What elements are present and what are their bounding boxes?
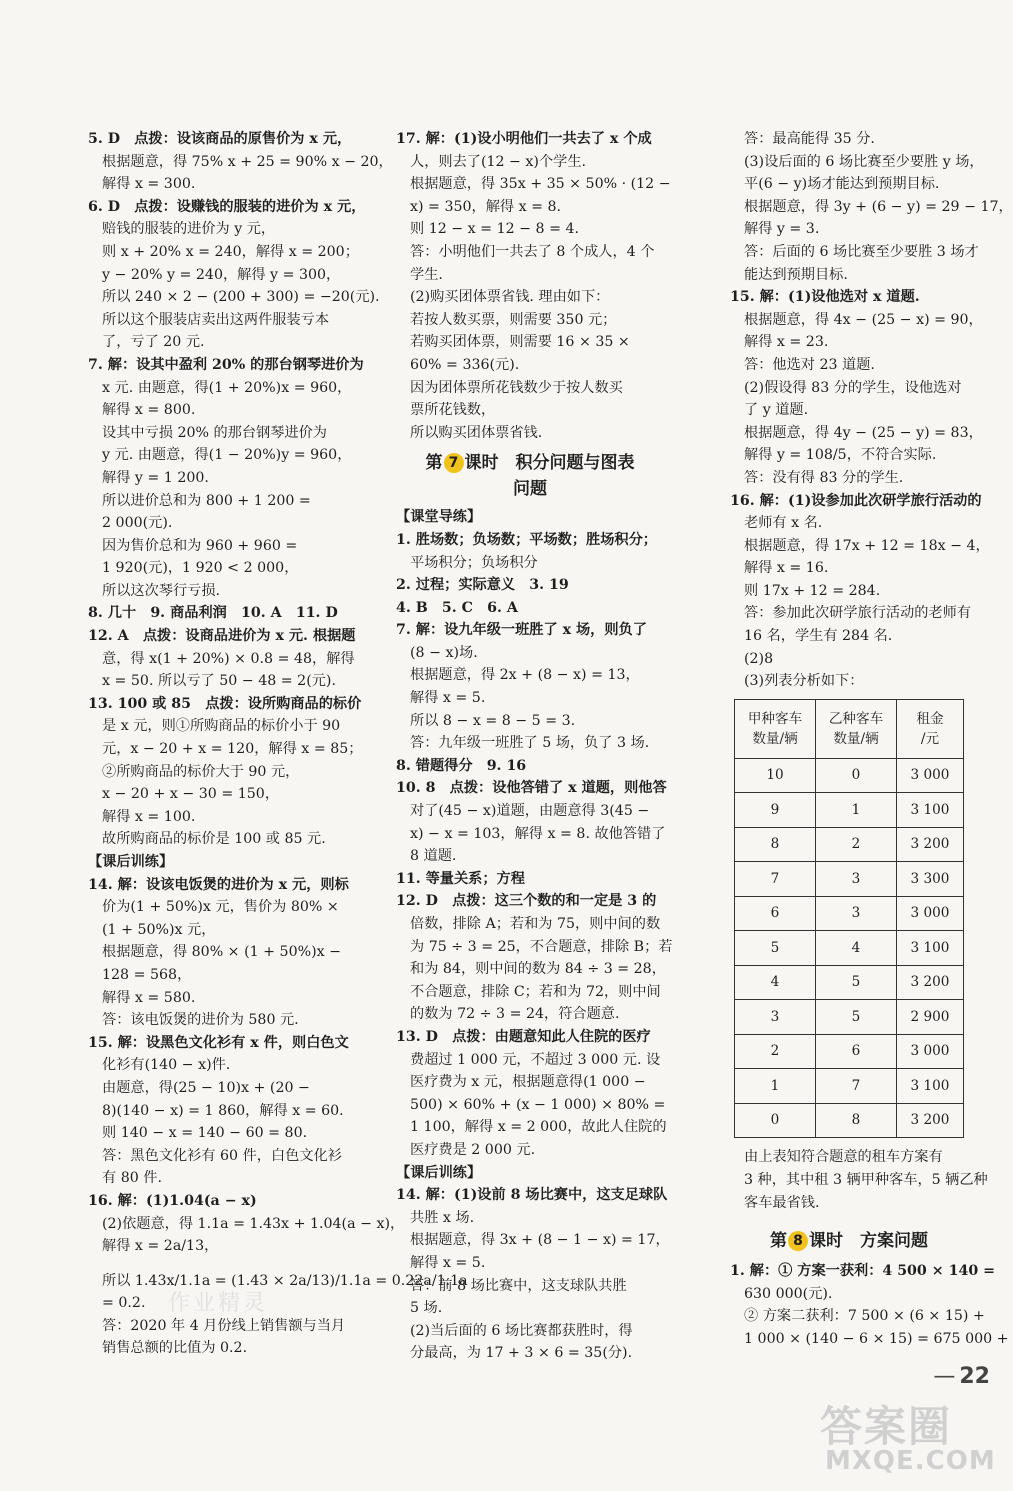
table-cell: 3 100 [897,931,964,966]
text-line: 若购买团体票，则需要 16 × 35 × [410,334,630,351]
text-line: 【课后训练】 [88,854,174,870]
text-line: 解得 x = 5. [410,1254,486,1271]
text-line: 10. 8 点拨：设他答错了 x 道题，则他答 [396,780,667,797]
text-line: 分最高，为 17 + 3 × 6 = 35(分). [410,1345,633,1362]
text-line: 因为售价总和为 960 + 960 = [102,537,298,554]
table-cell: 5 [816,1000,897,1035]
text-line: 所以进价总和为 800 + 1 200 = [102,492,311,509]
table-row [735,758,964,793]
answer-column-3 [730,128,1013,1351]
text-line: 解得 x = 300. [102,176,196,193]
text-line: 有 80 件. [102,1170,162,1187]
text-line: 2. 过程；实际意义 3. 19 [396,577,569,594]
table-cell: 0 [816,758,897,793]
brand-watermark: 答案圈 [820,1402,953,1451]
text-line: (3)列表分析如下： [744,673,864,690]
text-line: 销售总额的比值为 0.2. [102,1340,248,1357]
text-line: 根据题意，得 3y + (6 − y) = 29 − 17， [744,198,1013,215]
text-line: 根据题意，得 35x + 35 × 50% · (12 − [410,176,671,193]
text-line: 答：后面的 6 场比赛至少要胜 3 场才 [744,243,979,260]
text-line: 【课后训练】 [396,1164,482,1181]
text-line: 1 000 × (140 − 6 × 15) = 675 000 + [744,1330,1009,1347]
table-cell: 7 [735,862,816,897]
text-line: 解得 x = 16. [744,560,829,577]
text-line: 答：九年级一班胜了 5 场，负了 3 场. [410,735,650,752]
text-line: 根据题意，得 17x + 12 = 18x − 4， [744,537,990,554]
text-line: 8. 错题得分 9. 16 [396,757,527,774]
text-line: 设其中亏损 20% 的那台钢琴进价为 [102,424,327,441]
table-row [735,1000,964,1035]
text-line: 6. D 点拨：设赚钱的服装的进价为 x 元， [88,198,366,215]
text-line: 所以 1.43x/1.1a = (1.43 × 2a/13)/1.1a = 0.22a/1.1a [102,1272,468,1289]
text-line: 不合题意，排除 C；若和为 72，则中间 [410,983,661,1000]
text-line: 解得 x = 5. [410,690,486,707]
text-line: 为 75 ÷ 3 = 25，不合题意，排除 B；若 [410,938,673,955]
lesson-prefix: 第 [425,453,443,474]
lesson-title: 课时 方案问题 [809,1231,928,1252]
text-line: 15. 解：(1)设他选对 x 道题. [730,289,920,306]
text-line: 答：参加此次研学旅行活动的老师有 [744,605,972,622]
text-line [88,1258,356,1270]
page-number-value: 22 [959,1364,990,1389]
text-line: 14. 解：设该电饭煲的进价为 x 元，则标 [88,876,349,893]
table-cell: 8 [735,827,816,862]
text-line: x) = 350，解得 x = 8. [410,198,562,215]
lesson-prefix: 第 [770,1231,787,1252]
text-line: ② 方案二获利：7 500 × (6 × 15) + [744,1308,985,1325]
text-line: 答：他选对 23 道题. [744,356,875,373]
text-line: 17. 解：(1)设小明他们一共去了 x 个成 [396,131,652,147]
text-line: ②所购商品的标价大于 90 元， [102,763,300,780]
text-line: 7. 解：设其中盈利 20% 的那台钢琴进价为 [88,356,364,373]
text-line: 共胜 x 场. [410,1209,475,1226]
text-line: (2)假设得 83 分的学生，设他选对 [744,379,962,396]
text-line: = 0.2. [102,1295,146,1312]
table-row [735,965,964,1000]
text-line: 由题意，得(25 − 10)x + (20 − [102,1079,310,1096]
text-line: 8. 几十 9. 商品利润 10. A 11. D [88,605,338,622]
text-line: 所以 240 × 2 − (200 + 300) = −20(元). [102,289,380,306]
table-cell: 2 [816,827,897,862]
text-line: (1 + 50%)x 元， [102,921,216,938]
table-cell: 5 [816,965,897,1000]
table-cell: 4 [735,965,816,1000]
table-cell: 9 [735,793,816,828]
table-header-cell: 乙种客车 数量/辆 [816,699,897,758]
text-line: 意，得 x(1 + 20%) × 0.8 = 48，解得 [102,650,355,667]
text-line: 解得 y = 108/5，不符合实际. [744,447,937,464]
text-line: 由上表知符合题意的租车方案有 [744,1149,943,1166]
table-row [735,862,964,897]
text-line: 解得 x = 100. [102,808,196,825]
text-line: 【课堂导练】 [396,509,482,526]
text-line: 则 x + 20% x = 240，解得 x = 200； [102,243,359,260]
text-line: 和为 84，则中间的数为 84 ÷ 3 = 28， [410,961,666,978]
text-line: 630 000(元). [744,1285,833,1302]
table-cell: 2 [735,1034,816,1069]
text-line: 了 y 道题. [744,402,809,419]
table-row [735,793,964,828]
text-line: 价为(1 + 50%)x 元，售价为 80% × [102,899,339,916]
text-line: 答：该电饭煲的进价为 580 元. [102,1012,299,1029]
text-line: 2 000(元). [102,515,173,532]
text-line: 根据题意，得 4y − (25 − y) = 83， [744,424,983,441]
text-line: 1 920(元)，1 920 < 2 000， [102,560,299,577]
table-cell: 3 [735,1000,816,1035]
table-cell: 3 300 [897,862,964,897]
table-cell: 6 [735,896,816,931]
answer-block-continued [730,128,1013,693]
text-line: 解得 x = 23. [744,334,829,351]
text-line: 解得 y = 1 200. [102,469,209,486]
table-cell: 4 [816,931,897,966]
text-line: 所以 8 − x = 8 − 5 = 3. [410,712,576,729]
table-cell: 6 [816,1034,897,1069]
text-line: x 元. 由题意，得(1 + 20%)x = 960， [102,379,352,396]
text-line: 答：小明他们一共去了 8 个成人，4 个 [410,243,655,260]
table-cell: 3 100 [897,793,964,828]
text-line: 客车最省钱. [744,1194,820,1211]
lesson-8-heading [730,1228,968,1254]
text-line: 的数为 72 ÷ 3 = 24，符合题意. [410,1006,620,1023]
text-line: 128 = 568， [102,966,192,983]
text-line: 倍数，排除 A；若和为 75，则中间的数 [410,916,661,932]
table-cell: 1 [735,1069,816,1104]
lesson-number-badge: 8 [788,1231,808,1251]
text-line: y − 20% y = 240，解得 y = 300， [102,266,341,283]
text-line: (3)设后面的 6 场比赛至少要胜 y 场， [744,153,984,170]
bus-rental-table [734,699,964,1139]
text-line: 11. 等量关系；方程 [396,870,525,887]
text-line: 则 12 − x = 12 − 8 = 4. [410,221,579,238]
table-cell: 5 [735,931,816,966]
text-line: x = 50. 所以亏了 50 − 48 = 2(元). [102,673,336,690]
text-line: 学生. [410,266,443,283]
table-cell: 10 [735,758,816,793]
answer-block-17 [396,128,671,444]
stamp-watermark: 作业精灵 [168,1291,269,1316]
page-number: — 22 [933,1364,990,1389]
text-line: 则 140 − x = 140 − 60 = 80. [102,1125,308,1142]
answer-block-lesson7 [396,506,673,1365]
text-line: 3 种，其中租 3 辆甲种客车，5 辆乙种 [744,1171,988,1188]
table-cell: 7 [816,1069,897,1104]
lesson-7-heading [396,450,664,502]
text-line: 故所购商品的标价是 100 或 85 元. [102,831,326,848]
text-line: 所以这次琴行亏损. [102,582,221,599]
text-line: 1. 解：① 方案一获利：4 500 × 140 = [730,1263,996,1280]
text-line: 解得 x = 2a/13， [102,1238,219,1255]
text-line: 答：没有得 83 分的学生. [744,469,904,486]
text-line: 根据题意，得 75% x + 25 = 90% x − 20， [102,153,393,170]
url-watermark: MXQE.COM [825,1446,996,1476]
lesson-title: 课时 积分问题与图表 [464,453,635,474]
text-line: 1. 胜场数；负场数；平场数；胜场积分； [396,531,657,548]
text-line: 解得 x = 800. [102,402,196,419]
text-line: 14. 解：(1)设前 8 场比赛中，这支足球队 [396,1187,668,1204]
table-header-row [735,699,964,758]
table-cell: 2 900 [897,1000,964,1035]
lesson-title-line2: 问题 [513,479,547,500]
table-row [735,1103,964,1138]
table-row [735,1069,964,1104]
table-cell: 3 200 [897,965,964,1000]
text-line: 13. D 点拨：由题意知此人住院的医疗 [396,1028,651,1045]
text-line: 解得 x = 580. [102,989,196,1006]
text-line: 平场积分；负场积分 [410,554,538,571]
text-line: 费超过 1 000 元，不超过 3 000 元. 设 [410,1051,661,1068]
table-conclusion [730,1146,988,1214]
text-line: 7. 解：设九年级一班胜了 x 场，则负了 [396,622,647,639]
table-cell: 0 [735,1103,816,1138]
text-line: 16 名，学生有 284 名. [744,628,893,645]
text-line: 所以购买团体票省钱. [410,424,543,441]
text-line: 票所花钱数， [410,402,496,419]
table-header-cell: 甲种客车 数量/辆 [735,699,816,758]
answer-block-lesson8 [730,1260,1009,1350]
table-cell: 3 000 [897,1034,964,1069]
table-body [735,758,964,1138]
text-line: 对了(45 − x)道题，由题意得 3(45 − [410,803,650,820]
text-line: 则 17x + 12 = 284. [744,582,881,599]
table-cell: 3 [816,896,897,931]
table-cell: 1 [816,793,897,828]
text-line: 能达到预期目标. [744,266,848,283]
answer-column-2 [396,128,673,1365]
text-line: x − 20 + x − 30 = 150， [102,786,280,803]
text-line: (2)当后面的 6 场比赛都获胜时，得 [410,1322,633,1339]
text-line: 解得 y = 3. [744,221,820,238]
text-line: 了，亏了 20 元. [102,334,205,351]
text-line: 16. 解：(1)1.04(a − x) [88,1192,257,1209]
table-header-cell: 租金 /元 [897,699,964,758]
table-cell: 3 200 [897,827,964,862]
text-line: 医疗费是 2 000 元. [410,1141,536,1158]
table-cell: 3 000 [897,758,964,793]
text-line: 答：最高能得 35 分. [744,131,875,147]
text-line: 4. B 5. C 6. A [396,599,518,616]
text-line: 13. 100 或 85 点拨：设所购商品的标价 [88,695,362,712]
text-line: 赔钱的服装的进价为 y 元， [102,221,276,238]
text-line: 老师有 x 名. [744,515,823,532]
text-line: 若按人数买票，则需要 350 元； [410,311,617,328]
table-cell: 3 100 [897,1069,964,1104]
text-line: 15. 解：设黑色文化衫有 x 件，则白色文 [88,1034,349,1051]
text-line: 平(6 − y)场才能达到预期目标. [744,176,940,193]
text-line: 元，x − 20 + x = 120，解得 x = 85； [102,741,363,758]
table-cell: 3 200 [897,1103,964,1138]
text-line: 8)(140 − x) = 1 860，解得 x = 60. [102,1102,344,1119]
table-row [735,1034,964,1069]
text-line: 人，则去了(12 − x)个学生. [410,153,587,170]
text-line: (2)购买团体票省钱. 理由如下： [410,289,610,306]
table-cell: 3 000 [897,896,964,931]
text-line: 1 100，解得 x = 2 000，故此人住院的 [410,1119,667,1136]
text-line: 答：黑色文化衫有 60 件，白色文化衫 [102,1147,342,1164]
lesson-number-badge: 7 [444,453,464,473]
text-line: 因为团体票所花钱数少于按人数买 [410,379,623,396]
text-line: 根据题意，得 80% × (1 + 50%)x − [102,944,342,961]
text-line: 8 道题. [410,848,457,865]
text-line: 60% = 336(元). [410,356,520,373]
text-line: (2)依题意，得 1.1a = 1.43x + 1.04(a − x)， [102,1215,405,1232]
table-row [735,896,964,931]
text-line: 5. D 点拨：设该商品的原售价为 x 元， [88,131,352,147]
text-line: 500) × 60% + (x − 1 000) × 80% = [410,1096,666,1113]
text-line: 16. 解：(1)设参加此次研学旅行活动的 [730,492,982,509]
text-line: (8 − x)场. [410,644,478,661]
text-line: x) − x = 103，解得 x = 8. 故他答错了 [410,825,666,842]
text-line: 12. A 点拨：设商品进价为 x 元. 根据题 [88,628,356,645]
text-line: 根据题意，得 4x − (25 − x) = 90， [744,311,983,328]
text-line: 化衫有(140 − x)件. [102,1057,231,1074]
table-row [735,931,964,966]
text-line: (2)8 [744,650,774,667]
table-row [735,827,964,862]
text-line: 医疗费为 x 元，根据题意得(1 000 − [410,1074,646,1091]
text-line: 5 场. [410,1300,443,1317]
text-line: y 元. 由题意，得(1 − 20%)y = 960， [102,447,352,464]
text-line: 答：前 8 场比赛中，这支球队共胜 [410,1277,627,1294]
text-line: 答：2020 年 4 月份线上销售额与当月 [102,1317,346,1334]
table-cell: 8 [816,1103,897,1138]
text-line: 根据题意，得 2x + (8 − x) = 13， [410,667,640,684]
text-line: 是 x 元，则①所购商品的标价小于 90 [102,718,341,735]
table-cell: 3 [816,862,897,897]
text-line: 所以这个服装店卖出这两件服装亏本 [102,311,330,328]
text-line: 根据题意，得 3x + (8 − 1 − x) = 17， [410,1232,670,1249]
text-line: 12. D 点拨：这三个数的和一定是 3 的 [396,893,657,910]
